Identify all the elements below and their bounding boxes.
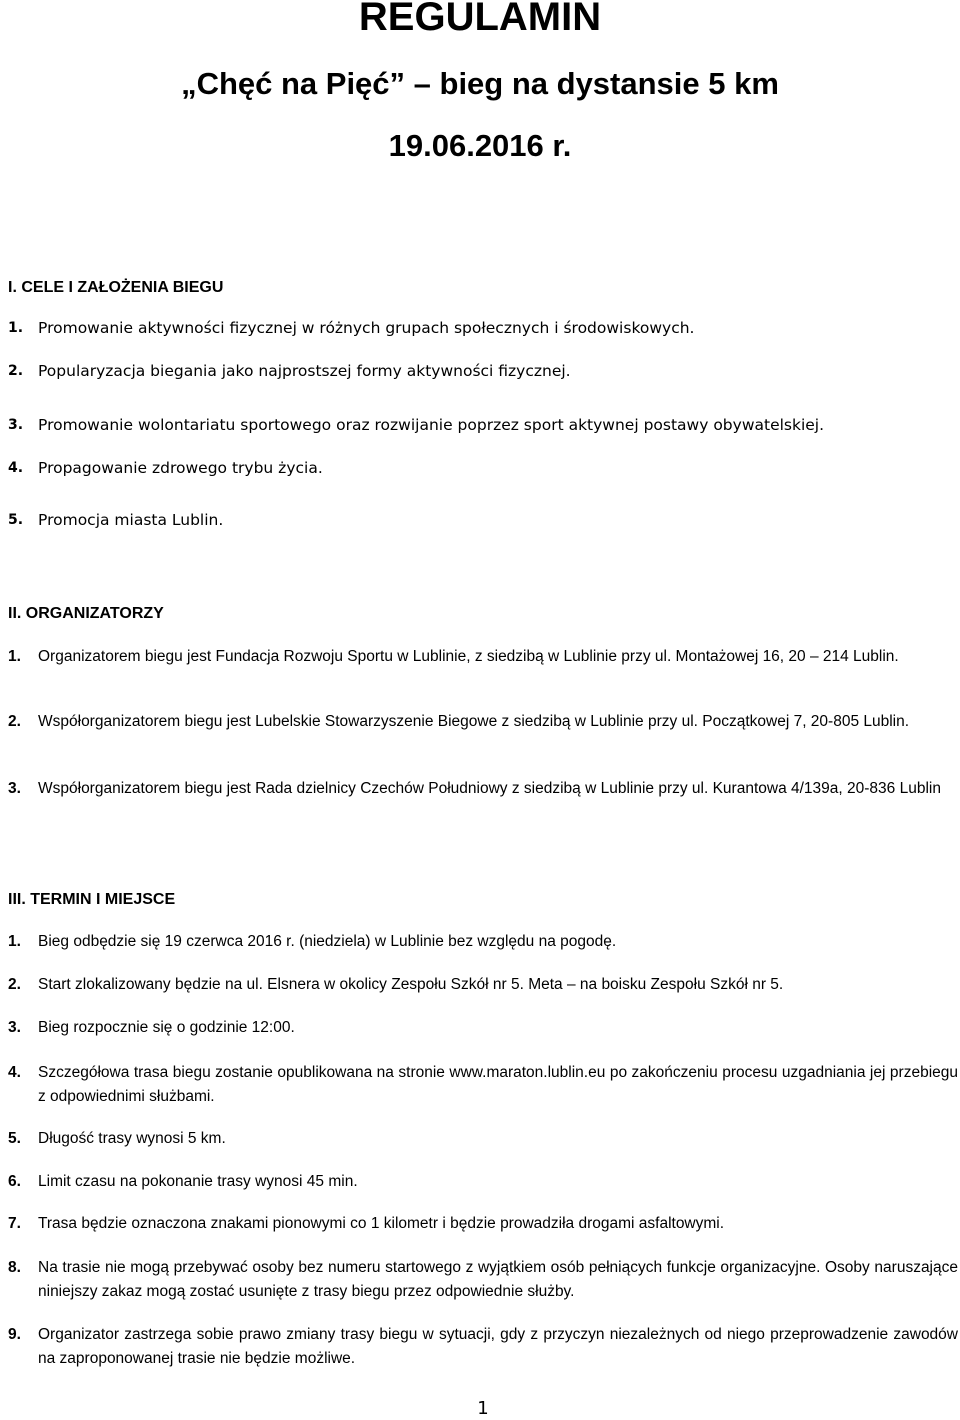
item-number: 3. [8,780,21,797]
list-item [8,1127,958,1151]
item-text: Start zlokalizowany będzie na ul. Elsnera w okolicy Zespołu Szkół nr 5. Meta – na boisku Zespołu Szkół nr 5. [38,976,784,993]
section-heading-date-place: III. TERMIN I MIEJSCE [8,891,176,908]
section-heading-goals: I. CELE I ZAŁOŻENIA BIEGU [8,279,224,296]
document-date: 19.06.2016 r. [388,128,572,163]
list-item [8,456,958,480]
item-text: Promocja miasta Lublin. [38,511,224,529]
item-text: Trasa będzie oznaczona znakami pionowymi co 1 kilometr i będzie prowadziła drogami asfaltowymi. [38,1215,725,1232]
list-item [8,777,958,801]
list-item [8,316,958,340]
item-number: 2. [8,363,24,379]
item-number: 4. [8,1064,21,1081]
list-item [8,710,958,734]
list-item [8,359,958,383]
item-number: 1. [8,648,21,665]
list-item [8,645,958,669]
item-number: 3. [8,1019,21,1036]
item-number: 7. [8,1215,21,1232]
list-item [8,973,958,997]
page-number: 1 [477,1398,489,1419]
list-item [8,508,958,532]
item-text: Promowanie aktywności fizycznej w różnych grupach społecznych i środowiskowych. [38,319,695,337]
document-title: REGULAMIN [358,0,602,39]
item-number: 3. [8,417,24,433]
item-text: Na trasie nie mogą przebywać osoby bez numeru startowego z wyjątkiem osób pełniących funkcje organizacyjne. Osoby naruszające niniejszy zakaz mogą zostać usunięte z trasy biegu przez odpowiednie służby. [38,1259,958,1300]
item-text: Współorganizatorem biegu jest Rada dzielnicy Czechów Południowy z siedzibą w Lublinie przy ul. Kurantowa 4/139a, 20-836 Lublin [38,780,941,797]
item-text: Promowanie wolontariatu sportowego oraz rozwijanie poprzez sport aktywnej postawy obywatelskiej. [38,416,825,434]
item-number: 2. [8,713,21,730]
section-heading-organizers: II. ORGANIZATORZY [8,605,164,622]
list-item [8,930,958,954]
list-item [8,1256,958,1304]
list-item [8,1016,958,1040]
list-item [8,1212,958,1236]
item-text: Bieg rozpocznie się o godzinie 12:00. [38,1019,295,1036]
item-number: 5. [8,1130,21,1147]
item-number: 5. [8,512,24,528]
item-number: 6. [8,1173,21,1190]
item-text: Bieg odbędzie się 19 czerwca 2016 r. (niedziela) w Lublinie bez względu na pogodę. [38,933,617,950]
item-number: 4. [8,460,24,476]
document-subtitle: „Chęć na Pięć” – bieg na dystansie 5 km [181,66,779,101]
list-item [8,1061,958,1109]
item-number: 1. [8,933,21,950]
item-number: 2. [8,976,21,993]
item-number: 8. [8,1259,21,1276]
item-text: Propagowanie zdrowego trybu życia. [38,459,323,477]
list-item [8,1323,958,1371]
item-text: Organizatorem biegu jest Fundacja Rozwoju Sportu w Lublinie, z siedzibą w Lublinie przy ul. Montażowej 16, 20 – 214 Lublin. [38,648,899,665]
item-text: Popularyzacja biegania jako najprostszej formy aktywności fizycznej. [38,362,571,380]
item-number: 9. [8,1326,21,1343]
item-text: Limit czasu na pokonanie trasy wynosi 45 min. [38,1173,358,1190]
list-item [8,1170,958,1194]
item-text: Długość trasy wynosi 5 km. [38,1130,226,1147]
item-text: Organizator zastrzega sobie prawo zmiany trasy biegu w sytuacji, gdy z przyczyn niezależnych od niego przeprowadzenie zawodów na zaproponowanej trasie nie będzie możliwe. [38,1326,958,1367]
item-text: Szczegółowa trasa biegu zostanie opublikowana na stronie www.maraton.lublin.eu po zakończeniu procesu uzgadniania jej przebiegu z odpowiednimi służbami. [38,1064,958,1105]
item-number: 1. [8,320,24,336]
item-text: Współorganizatorem biegu jest Lubelskie Stowarzyszenie Biegowe z siedzibą w Lublinie przy ul. Początkowej 7, 20-805 Lublin. [38,713,910,730]
list-item [8,413,958,437]
